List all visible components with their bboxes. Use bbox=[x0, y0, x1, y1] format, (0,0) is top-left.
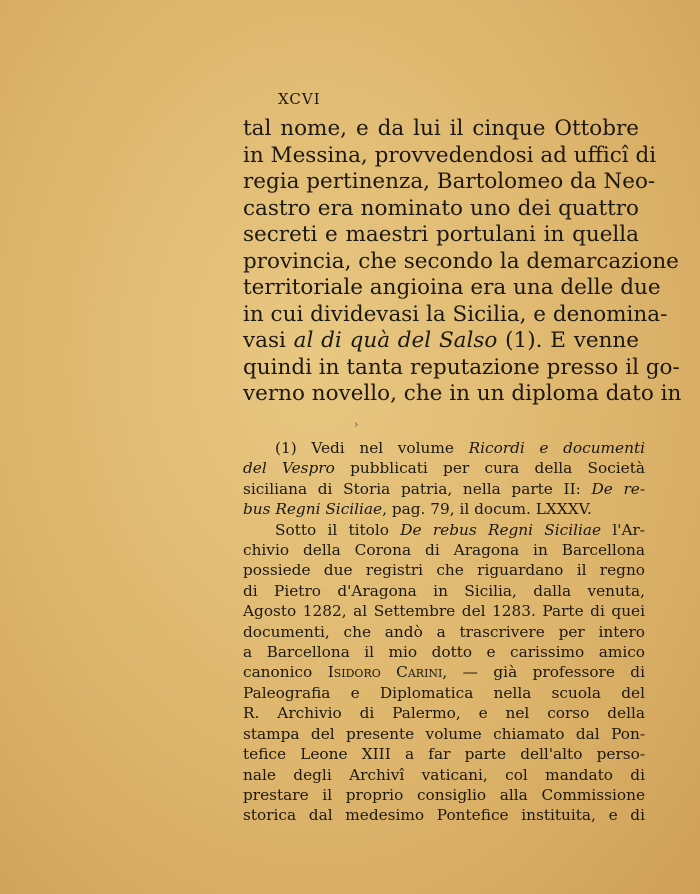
main-line: castro era nominato uno dei quattro bbox=[243, 195, 639, 221]
footnote-line: Agosto 1282, al Settembre del 1283. Parte di quei bbox=[243, 602, 645, 621]
main-line-9-post: (1). E venne bbox=[497, 328, 639, 353]
main-line: provincia, che secondo la demarcazione bbox=[243, 248, 679, 274]
footnote-text: Sotto il titolo bbox=[275, 520, 401, 539]
main-line: regia pertinenza, Bartolomeo da Neo- bbox=[243, 169, 656, 194]
footnote-line bbox=[243, 438, 645, 458]
footnote-italic: Ricordi e documenti bbox=[468, 439, 645, 457]
main-line: territoriale angioina era una delle due bbox=[243, 275, 661, 300]
footnote-italic: bus Regni Siciliae bbox=[243, 500, 383, 519]
main-line: secreti e maestri portulani in quella bbox=[243, 222, 639, 247]
footnote-line: a Barcellona il mio dotto e carissimo amico bbox=[243, 643, 645, 662]
main-line: quindi in tanta reputazione presso il go- bbox=[243, 354, 680, 380]
divider-mark: › bbox=[354, 418, 359, 431]
footnote-line: di Pietro d'Aragona in Sicilia, dalla venuta, bbox=[243, 581, 645, 600]
footnote-line: prestare il proprio consiglio alla Commissione bbox=[243, 785, 645, 804]
footnote-line: stampa del presente volume chiamato dal Pon- bbox=[243, 724, 645, 743]
main-line bbox=[243, 328, 639, 355]
footnote-line: tefice Leone XIII a far parte dell'alto perso- bbox=[243, 745, 645, 764]
footnote-line: R. Archivio di Palermo, e nel corso della bbox=[243, 704, 645, 723]
footnote-line: storica dal medesimo Pontefice instituita, e di bbox=[243, 806, 645, 825]
footnote-line bbox=[243, 520, 645, 540]
main-line-9-italic: al di quà del Salso bbox=[293, 328, 498, 353]
footnote-italic: De rebus Regni Siciliae bbox=[400, 520, 602, 539]
main-line: in cui dividevasi la Sicilia, e denomina- bbox=[243, 301, 668, 327]
footnote-line: Paleografia e Diplomatica nella scuola del bbox=[243, 683, 645, 702]
page-number: XCVI bbox=[278, 90, 321, 108]
footnote-line bbox=[243, 499, 645, 519]
footnote-text: siciliana di Storia patria, nella parte II: bbox=[243, 479, 592, 498]
footnote-line bbox=[243, 662, 645, 682]
main-line: verno novello, che in un diploma dato in bbox=[243, 381, 682, 406]
footnote-line: nale degli Archivî vaticani, col mandato di bbox=[243, 765, 645, 784]
footnote-text: pubblicati per cura della Società bbox=[334, 459, 645, 478]
main-text-block bbox=[243, 116, 682, 408]
footnote-line: documenti, che andò a trascrivere per intero bbox=[243, 622, 645, 641]
footnote-line bbox=[243, 458, 645, 478]
footnote-line bbox=[243, 479, 645, 499]
main-line: tal nome, e da lui il cinque Ottobre bbox=[243, 116, 639, 141]
footnote-text: , pag. 79, il docum. LXXXV. bbox=[382, 500, 592, 519]
footnote-text: (1) Vedi nel volume bbox=[275, 439, 469, 457]
footnote-line: chivio della Corona di Aragona in Barcellona bbox=[243, 541, 645, 560]
main-line-9-pre: vasi bbox=[243, 328, 294, 353]
footnote-text: l'Ar- bbox=[601, 520, 645, 539]
footnote-line: possiede due registri che riguardano il regno bbox=[243, 561, 645, 580]
author-name: Isidoro Carini bbox=[327, 663, 443, 682]
footnote-italic: De re- bbox=[591, 479, 645, 498]
footnote-text: canonico bbox=[243, 663, 328, 682]
footnote-block bbox=[243, 438, 645, 826]
footnote-text: , — già professore di bbox=[442, 663, 645, 682]
footnote-italic: del Vespro bbox=[243, 459, 335, 478]
main-line: in Messina, provvedendosi ad ufficî di bbox=[243, 142, 657, 168]
